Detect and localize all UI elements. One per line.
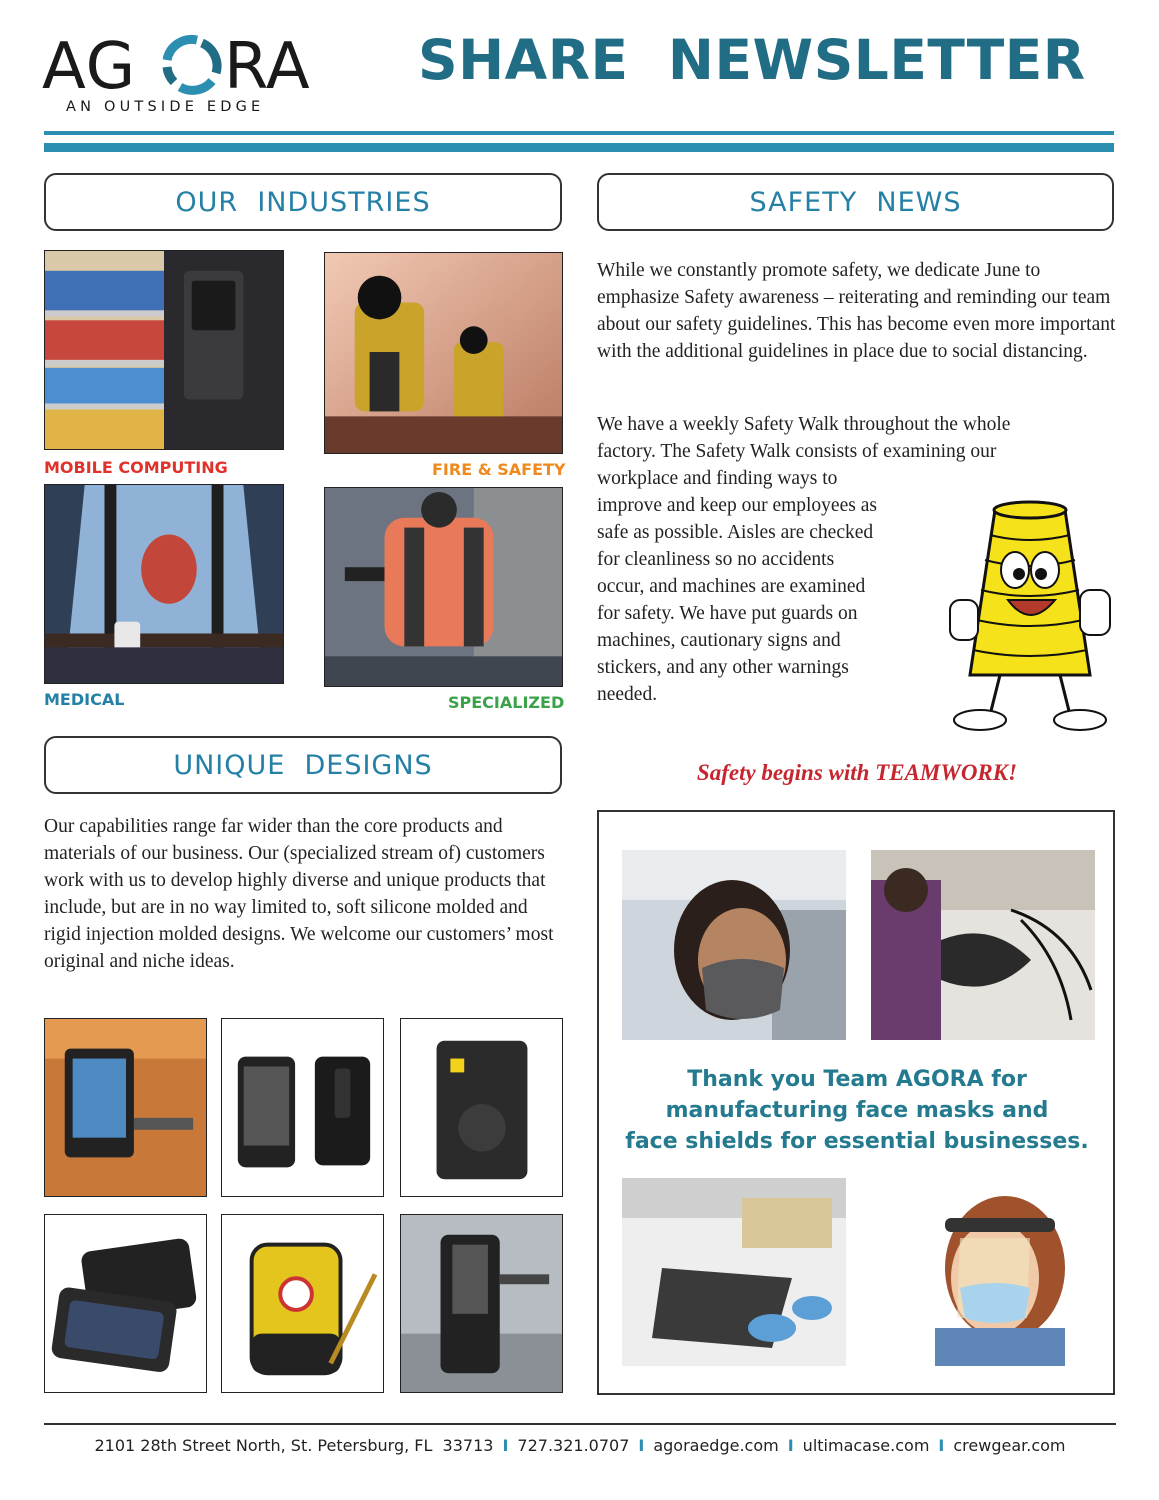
footer-contact <box>44 1436 1116 1455</box>
fire-safety-photo <box>324 252 563 454</box>
header-rule-thin <box>44 131 1114 135</box>
newsletter-title: SHARE NEWSLETTER <box>418 28 1086 92</box>
face-shield-assembly-photo <box>622 1178 846 1366</box>
svg-text:AG: AG <box>42 30 137 98</box>
designs-heading: UNIQUE DESIGNS <box>44 736 562 794</box>
footer-rule <box>44 1423 1116 1425</box>
safety-heading: SAFETY NEWS <box>597 173 1114 231</box>
safety-paragraph-1: While we constantly promote safety, we dedicate June to emphasize Safety awareness – reiterating and reminding our team about our safety guidelines. This has become even more important with the additional guidelines in place due to social distancing. <box>597 260 1116 362</box>
medical-label: MEDICAL <box>44 690 125 709</box>
header-rule-thick <box>44 143 1114 152</box>
svg-text:RA: RA <box>224 30 310 98</box>
footer-link-ultimacase[interactable]: ultimacase.com <box>802 1436 930 1455</box>
worker-mask-photo <box>622 850 846 1040</box>
footer-phone[interactable]: 727.321.0707 <box>517 1436 630 1455</box>
product-photo-vehicle-holder <box>400 1214 563 1393</box>
footer-separator: I <box>938 1436 945 1455</box>
workers-sewing-photo <box>871 850 1095 1040</box>
team-thanks-message: Thank you Team AGORA for manufacturing face masks and face shields for essential businesses. <box>625 1067 1089 1154</box>
product-photo-rugged-case <box>400 1018 563 1197</box>
footer-link-crewgear[interactable]: crewgear.com <box>953 1436 1066 1455</box>
specialized-label: SPECIALIZED <box>448 693 565 712</box>
medical-photo <box>44 484 284 684</box>
footer-separator: I <box>787 1436 794 1455</box>
footer-address: 2101 28th Street North, St. Petersburg, FL 33713 <box>94 1436 494 1455</box>
safety-tagline: Safety begins with TEAMWORK! <box>696 760 1018 785</box>
product-photo-backpack <box>221 1214 384 1393</box>
specialized-photo <box>324 487 563 687</box>
product-photo-phone-holster <box>221 1018 384 1197</box>
footer-separator: I <box>638 1436 645 1455</box>
logo-subtitle: AN OUTSIDE EDGE <box>66 99 265 115</box>
designs-paragraph: Our capabilities range far wider than the core products and materials of our business. Our (specialized stream of) customers work with us to develop highly diverse and unique products that include, but are in no way limited to, soft silicone molded and rigid injection molded designs. We welcome our customers’ most original and niche ideas. <box>44 816 554 972</box>
spool-mascot-illustration <box>940 490 1115 735</box>
face-shield-worker-photo <box>905 1178 1095 1366</box>
footer-link-agoraedge[interactable]: agoraedge.com <box>653 1436 779 1455</box>
fire-safety-label: FIRE & SAFETY <box>432 460 566 479</box>
product-photo-tablet-mount <box>44 1018 207 1197</box>
footer-separator: I <box>502 1436 509 1455</box>
agora-logo <box>42 28 312 98</box>
product-photo-belt-pouch <box>44 1214 207 1393</box>
industries-heading: OUR INDUSTRIES <box>44 173 562 231</box>
mobile-computing-photo <box>44 250 284 450</box>
safety-paragraph-2: We have a weekly Safety Walk throughout the whole factory. The Safety Walk consists of examining our workplace and finding ways to improve and keep our employees as safe as possible. Aisles are checked for cleanliness so no accidents occur, and machines are examined for safety. We have put guards on machines, cautionary signs and stickers, and any other warnings needed. <box>597 414 1011 705</box>
mobile-computing-label: MOBILE COMPUTING <box>44 458 228 477</box>
